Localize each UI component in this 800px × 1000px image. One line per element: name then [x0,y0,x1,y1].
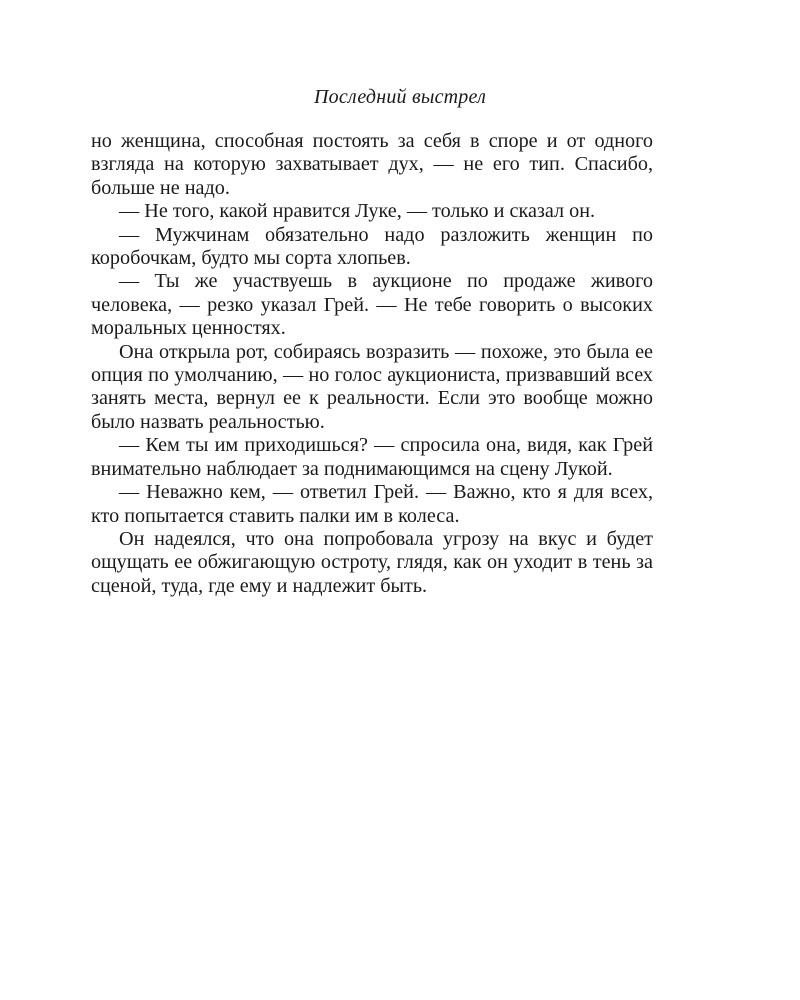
paragraph: — Кем ты им приходишься? — спросила она, видя, как Грей внимательно наблюдает за поднимающимся на сцену Лукой. [91,434,653,480]
paragraph: — Неважно кем, — ответил Грей. — Важно, кто я для всех, кто попытается ставить палки им в колеса. [91,481,653,527]
paragraph: — Мужчинам обязательно надо разложить женщин по коробочкам, будто мы сорта хлопьев. [91,223,653,270]
paragraph: Он надеялся, что она попробовала угрозу на вкус и будет ощущать ее обжигающую остроту, глядя, как он уходит в тень за сценой, туда, где ему и надлежит быть. [91,527,653,597]
paragraph: Она открыла рот, собираясь возразить — похоже, это была ее опция по умолчанию, — но голос аукциониста, призвавший всех занять места, вернул ее к реальности. Если это вообще можно было назвать реальностью. [91,340,653,433]
running-title: Последний выстрел [313,86,486,108]
body-text [91,130,653,598]
paragraph: — Ты же участвуешь в аукционе по продаже живого человека, — резко указал Грей. — Не тебе говорить о высоких моральных ценностях. [91,270,653,340]
paragraph: — Не того, какой нравится Луке, — только и сказал он. [119,200,596,223]
paragraph: но женщина, способная постоять за себя в споре и от одного взгляда на которую захватывает дух, — не его тип. Спасибо, больше не надо. [91,130,653,199]
